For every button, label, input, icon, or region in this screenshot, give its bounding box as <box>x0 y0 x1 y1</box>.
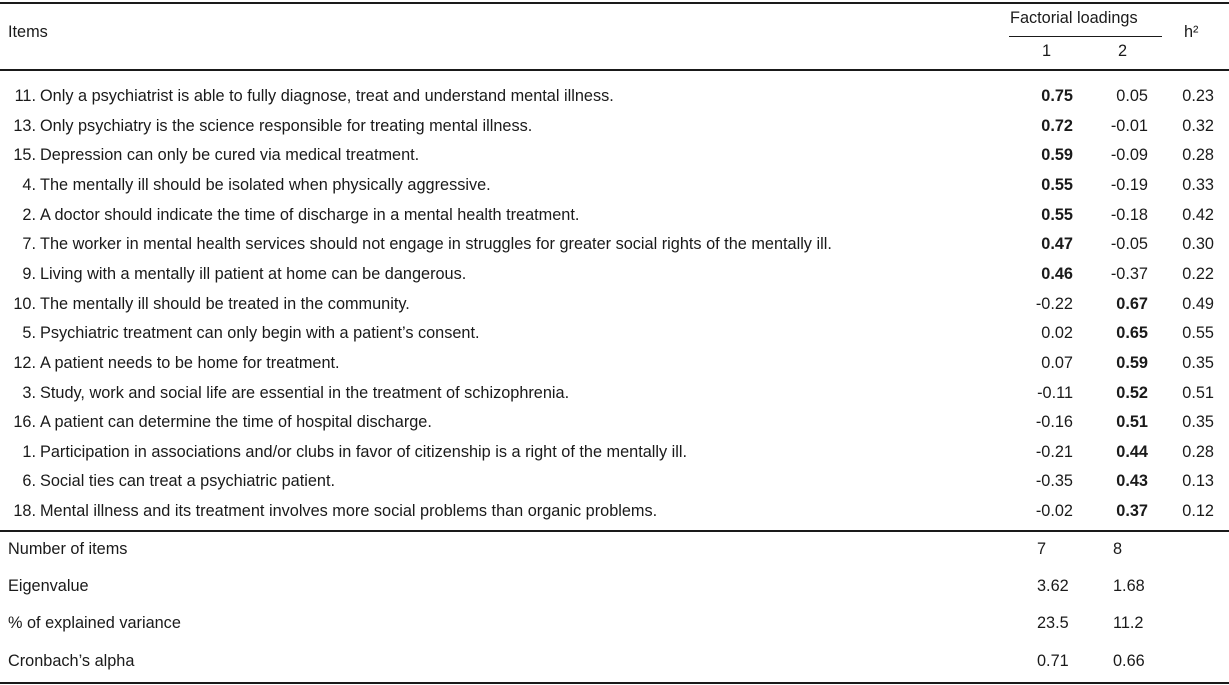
factor-2-loading: 0.05 <box>1116 87 1148 105</box>
table-row <box>0 171 1229 201</box>
factor-2-loading: -0.01 <box>1110 116 1148 135</box>
table-row <box>0 141 1229 171</box>
factor-1-loading: -0.22 <box>1035 294 1073 313</box>
table-row <box>0 112 1229 142</box>
communality: 0.49 <box>1182 294 1214 313</box>
item-text: Only a psychiatrist is able to fully diagnose, treat and understand mental illness. <box>40 87 614 105</box>
table-row <box>0 260 1229 290</box>
factor-2-loading: 0.52 <box>1116 383 1148 402</box>
item-number: 13. <box>13 116 36 135</box>
communality: 0.23 <box>1182 87 1214 105</box>
table-row <box>0 82 1229 112</box>
item-text: A patient needs to be home for treatment. <box>40 353 340 372</box>
item-text: The mentally ill should be isolated when physically aggressive. <box>40 175 491 194</box>
summary-label: Number of items <box>8 540 128 558</box>
item-text: Mental illness and its treatment involves more social problems than organic problems. <box>40 502 658 521</box>
communality: 0.30 <box>1182 235 1214 254</box>
summary-label: Eigenvalue <box>8 577 89 595</box>
header-rule <box>0 69 1229 71</box>
factor-2-loading: 0.67 <box>1116 294 1148 313</box>
factor-1-loading: -0.16 <box>1035 413 1073 432</box>
item-number: 11. <box>14 87 36 105</box>
factor-1-header: 1 <box>1042 42 1052 60</box>
factor-2-loading: 0.65 <box>1116 324 1148 343</box>
factor-2-loading: 0.37 <box>1116 502 1148 521</box>
summary-factor-2: 0.66 <box>1113 652 1145 670</box>
item-text: Participation in associations and/or clubs in favor of citizenship is a right of the mentally ill. <box>40 442 688 461</box>
summary-label: % of explained variance <box>8 614 181 632</box>
summary-row <box>0 643 1229 680</box>
item-text: Living with a mentally ill patient at home can be dangerous. <box>40 264 467 283</box>
item-text: The worker in mental health services should not engage in struggles for greater social rights of the mentally ill. <box>40 235 832 254</box>
table-row <box>0 230 1229 260</box>
factor-1-loading: 0.46 <box>1041 264 1073 283</box>
communality: 0.28 <box>1182 146 1214 165</box>
summary-factor-2: 8 <box>1113 540 1123 558</box>
item-number: 6. <box>22 472 36 491</box>
table-row <box>0 379 1229 409</box>
item-text: Depression can only be cured via medical treatment. <box>40 146 420 165</box>
item-number: 12. <box>13 353 36 372</box>
communality: 0.42 <box>1182 205 1214 224</box>
table-row <box>0 349 1229 379</box>
summary-factor-1: 0.71 <box>1037 652 1069 670</box>
item-number: 4. <box>22 175 36 194</box>
factor-2-loading: 0.59 <box>1116 353 1148 372</box>
factorial-loadings-underline <box>1009 36 1162 37</box>
communality: 0.35 <box>1182 353 1214 372</box>
item-number: 1. <box>22 442 36 461</box>
communality: 0.33 <box>1182 175 1214 194</box>
summary-row <box>0 568 1229 605</box>
bottom-rule <box>0 682 1229 684</box>
factor-1-loading: -0.35 <box>1035 472 1073 491</box>
item-number: 9. <box>22 264 36 283</box>
factor-1-loading: -0.11 <box>1037 383 1073 402</box>
table-row <box>0 290 1229 320</box>
factor-1-loading: 0.02 <box>1041 324 1073 343</box>
factor-1-loading: 0.72 <box>1041 116 1073 135</box>
communality: 0.55 <box>1182 324 1214 343</box>
factor-2-loading: -0.09 <box>1110 146 1148 165</box>
factor-2-loading: -0.05 <box>1110 235 1148 254</box>
factor-1-loading: 0.75 <box>1041 87 1073 105</box>
communality: 0.35 <box>1182 413 1214 432</box>
summary-factor-2: 11.2 <box>1113 614 1144 632</box>
table-row <box>0 408 1229 438</box>
factor-1-loading: 0.55 <box>1041 175 1073 194</box>
communality-header: h² <box>1184 23 1199 41</box>
table-row <box>0 497 1229 527</box>
top-rule <box>0 2 1229 4</box>
item-number: 18. <box>13 502 36 521</box>
item-text: The mentally ill should be treated in the community. <box>40 294 410 313</box>
item-number: 3. <box>22 383 36 402</box>
item-text: Only psychiatry is the science responsible for treating mental illness. <box>40 116 533 135</box>
item-number: 10. <box>13 294 36 313</box>
table-row <box>0 438 1229 468</box>
items-header: Items <box>8 23 48 41</box>
factor-1-loading: 0.47 <box>1041 235 1073 254</box>
factor-2-loading: 0.43 <box>1116 472 1148 491</box>
communality: 0.51 <box>1182 383 1214 402</box>
factor-1-loading: 0.55 <box>1041 205 1073 224</box>
item-text: Study, work and social life are essential in the treatment of schizophrenia. <box>40 383 570 402</box>
communality: 0.28 <box>1182 442 1214 461</box>
communality: 0.12 <box>1182 502 1214 521</box>
item-number: 5. <box>22 324 36 343</box>
factor-1-loading: 0.07 <box>1041 353 1073 372</box>
factorial-loadings-header: Factorial loadings <box>1010 9 1138 27</box>
summary-label: Cronbach’s alpha <box>8 652 135 670</box>
summary-row <box>0 605 1229 642</box>
factor-2-loading: -0.37 <box>1110 264 1148 283</box>
factor-2-loading: 0.51 <box>1116 413 1148 432</box>
factor-2-loading: -0.19 <box>1110 175 1148 194</box>
item-text: A patient can determine the time of hospital discharge. <box>40 413 432 432</box>
item-text: Social ties can treat a psychiatric patient. <box>40 472 336 491</box>
item-text: Psychiatric treatment can only begin with a patient’s consent. <box>40 324 480 343</box>
communality: 0.13 <box>1182 472 1214 491</box>
communality: 0.32 <box>1182 116 1214 135</box>
table-row <box>0 467 1229 497</box>
item-number: 15. <box>13 146 36 165</box>
factor-1-loading: -0.21 <box>1035 442 1073 461</box>
summary-factor-1: 7 <box>1037 540 1047 558</box>
factor-2-loading: 0.44 <box>1116 442 1148 461</box>
item-number: 16. <box>13 413 36 432</box>
item-number: 7. <box>22 235 36 254</box>
summary-factor-2: 1.68 <box>1113 577 1145 595</box>
factor-2-loading: -0.18 <box>1110 205 1148 224</box>
table-row <box>0 201 1229 231</box>
factor-1-loading: 0.59 <box>1041 146 1073 165</box>
summary-factor-1: 3.62 <box>1037 577 1069 595</box>
item-text: A doctor should indicate the time of discharge in a mental health treatment. <box>40 205 580 224</box>
summary-row <box>0 531 1229 568</box>
table-row <box>0 319 1229 349</box>
factor-2-header: 2 <box>1118 42 1128 60</box>
communality: 0.22 <box>1182 264 1214 283</box>
item-number: 2. <box>22 205 36 224</box>
summary-factor-1: 23.5 <box>1037 614 1069 632</box>
factor-1-loading: -0.02 <box>1035 502 1073 521</box>
